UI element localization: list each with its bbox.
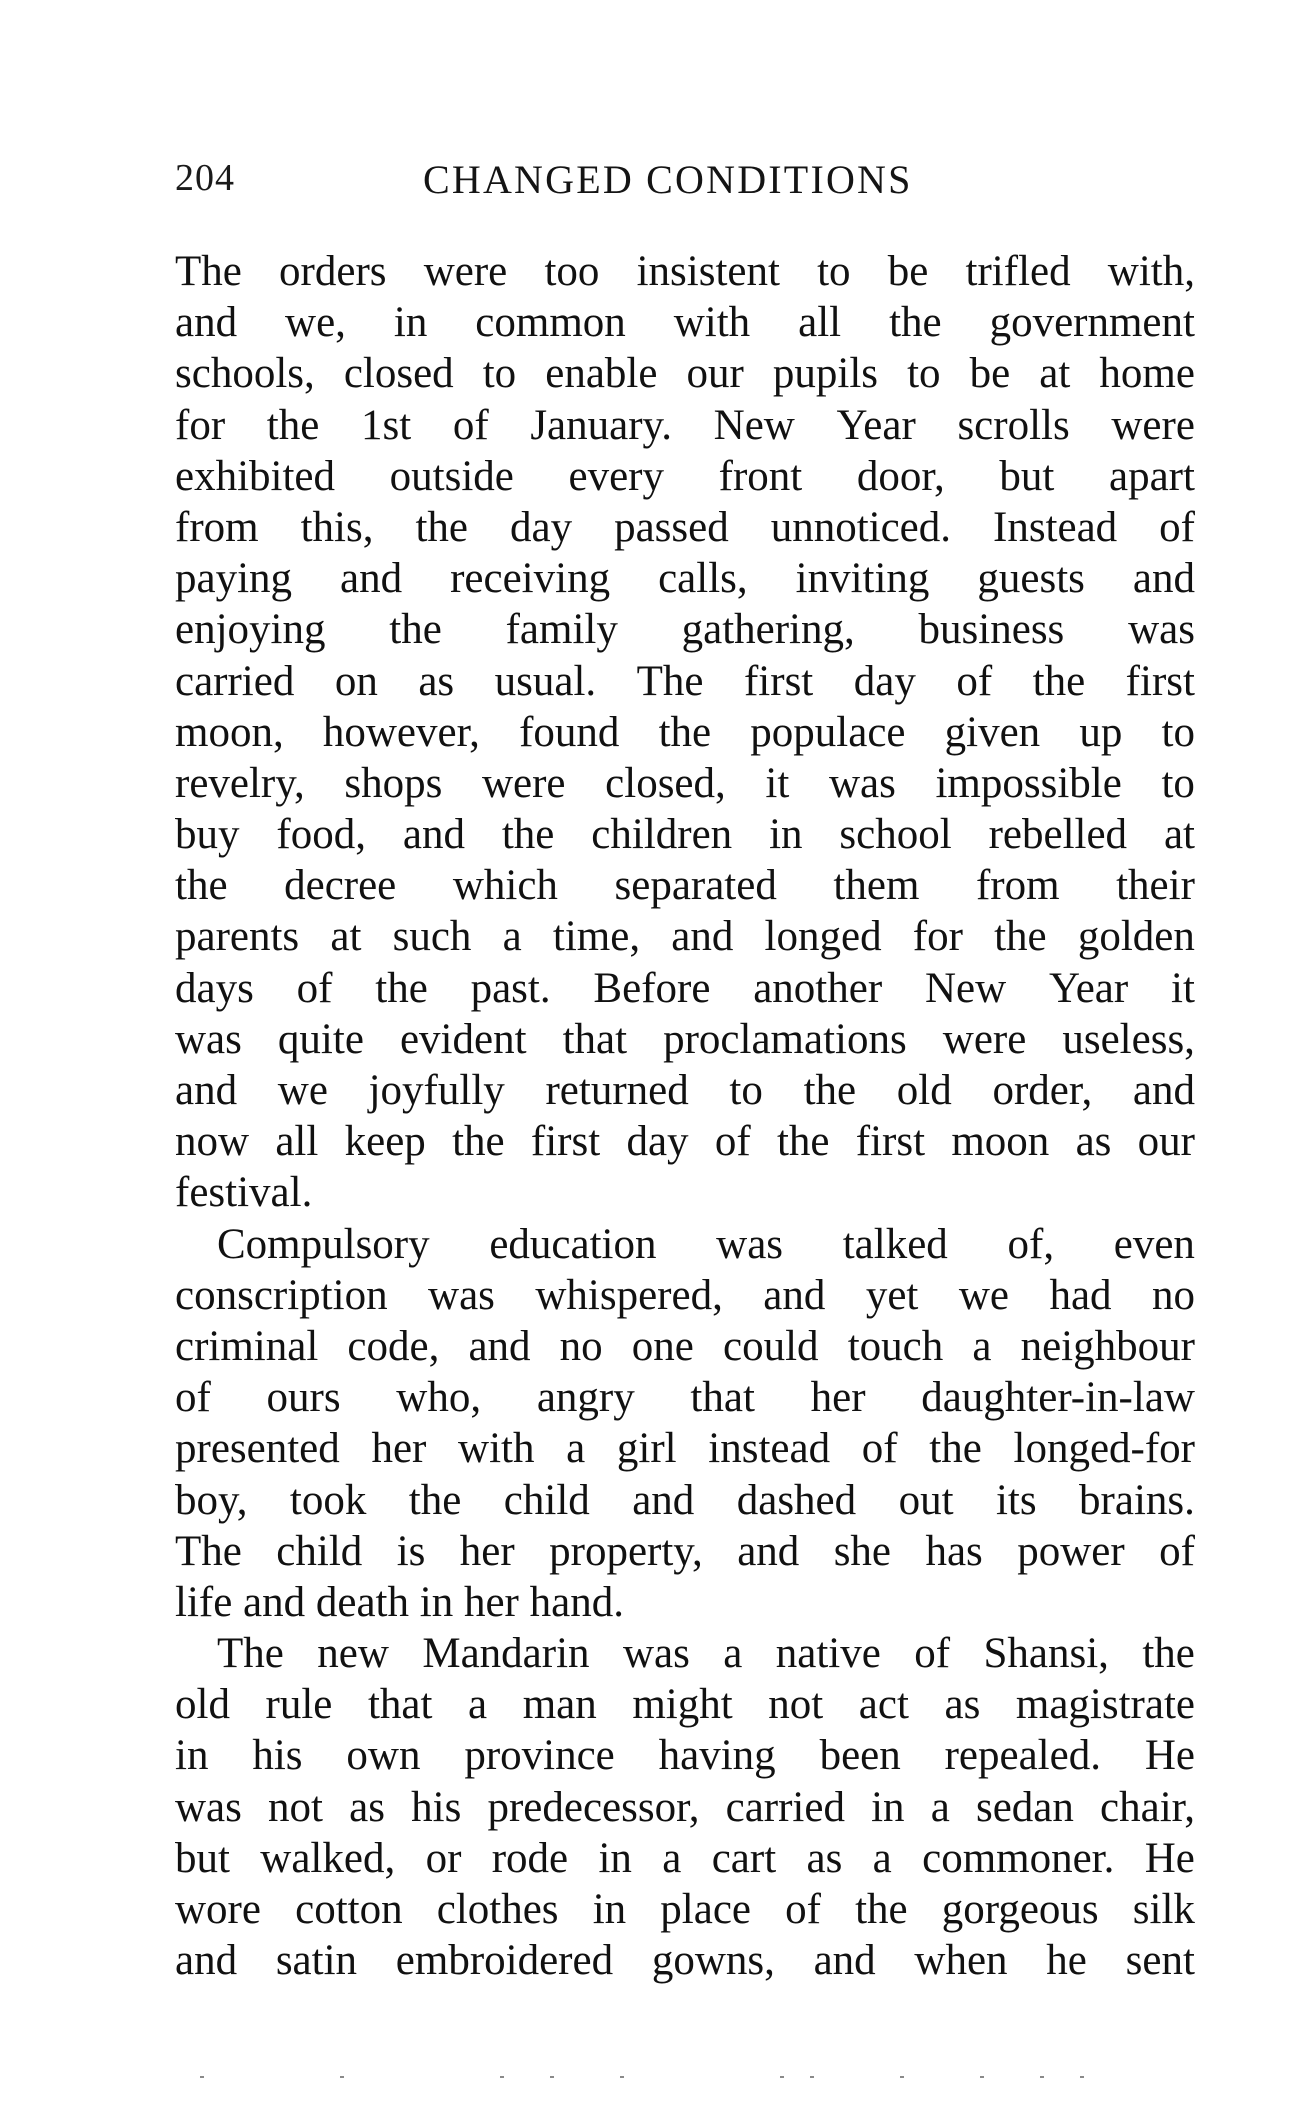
text-line: and satin embroidered gowns, and when he sent — [175, 1937, 1195, 1985]
body-text — [175, 246, 1195, 1986]
text-line: for the 1st of January. New Year scrolls were — [175, 401, 1195, 449]
text-line: buy food, and the children in school rebelled at — [175, 811, 1195, 859]
text-line: criminal code, and no one could touch a neighbour — [175, 1322, 1195, 1370]
running-title: CHANGED CONDITIONS — [423, 157, 913, 202]
text-line: moon, however, found the populace given up to — [175, 708, 1195, 756]
text-line: in his own province having been repealed. He — [175, 1732, 1195, 1780]
text-line: carried on as usual. The first day of the first — [175, 657, 1195, 705]
text-line: revelry, shops were closed, it was impossible to — [175, 759, 1195, 807]
text-line: was quite evident that proclamations were useless, — [175, 1015, 1195, 1063]
text-line: presented her with a girl instead of the longed-for — [175, 1425, 1195, 1473]
text-line: now all keep the first day of the first moon as our — [175, 1118, 1195, 1166]
text-line: old rule that a man might not act as magistrate — [175, 1681, 1195, 1729]
print-specks — [200, 2076, 1100, 2082]
text-line: days of the past. Before another New Year it — [175, 964, 1195, 1012]
text-line: wore cotton clothes in place of the gorgeous silk — [175, 1886, 1195, 1933]
text-line: life and death in her hand. — [175, 1578, 624, 1626]
text-line: and we joyfully returned to the old order, and — [175, 1067, 1195, 1114]
text-line: but walked, or rode in a cart as a commoner. He — [175, 1834, 1195, 1882]
text-line: The orders were too insistent to be trifled with, — [175, 248, 1195, 295]
text-line: boy, took the child and dashed out its brains. — [175, 1476, 1195, 1524]
text-line: The child is her property, and she has power of — [175, 1527, 1195, 1575]
text-line: was not as his predecessor, carried in a sedan chair, — [175, 1783, 1195, 1831]
text-line: of ours who, angry that her daughter-in-law — [175, 1374, 1195, 1422]
text-line: the decree which separated them from their — [175, 862, 1195, 910]
text-line: enjoying the family gathering, business was — [175, 606, 1195, 654]
text-line: festival. — [175, 1169, 313, 1217]
paragraph — [175, 1219, 1195, 1629]
running-head — [175, 150, 1195, 210]
text-line: parents at such a time, and longed for the golden — [175, 913, 1195, 961]
text-line: from this, the day passed unnoticed. Instead of — [175, 503, 1195, 551]
text-line: exhibited outside every front door, but apart — [175, 452, 1195, 500]
text-line: schools, closed to enable our pupils to be at home — [175, 350, 1195, 398]
text-line: and we, in common with all the government — [175, 299, 1195, 347]
text-line: The new Mandarin was a native of Shansi, the — [217, 1630, 1195, 1678]
paragraph — [175, 1628, 1195, 1986]
text-line: paying and receiving calls, inviting guests and — [175, 555, 1195, 603]
paragraph — [175, 246, 1195, 1219]
page-number: 204 — [175, 157, 235, 199]
text-line: Compulsory education was talked of, even — [217, 1220, 1195, 1268]
text-line: conscription was whispered, and yet we had no — [175, 1271, 1195, 1319]
